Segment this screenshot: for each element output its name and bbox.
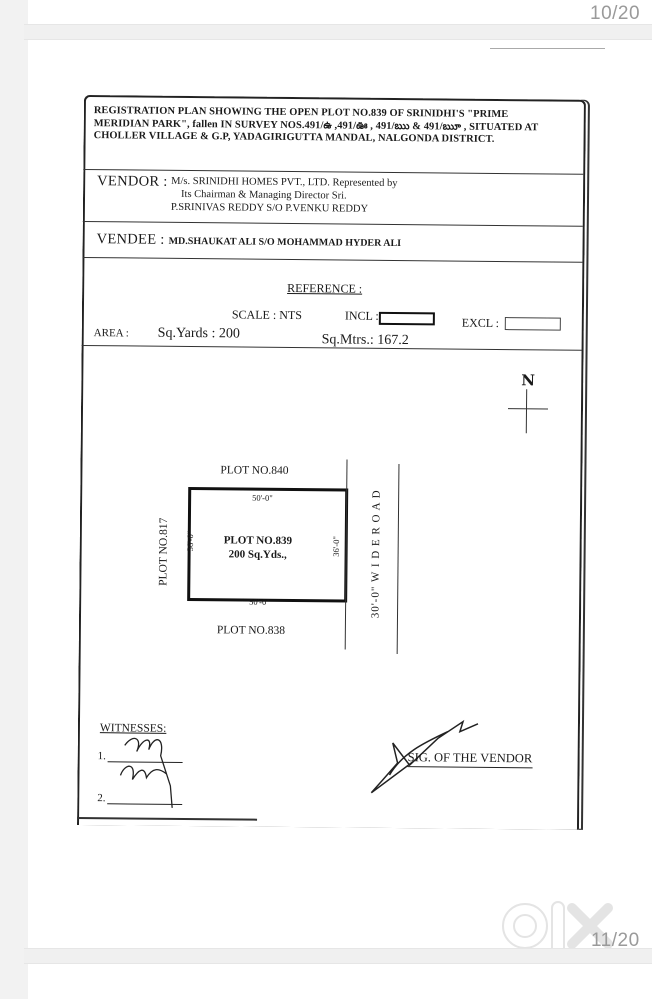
page-separator-bottom (24, 948, 652, 964)
excl-box (505, 317, 561, 331)
plot-number: PLOT NO.839 (223, 534, 293, 548)
page-indicator-top: 10/20 (590, 3, 641, 24)
incl-box (379, 312, 435, 326)
dim-right: 36'-0" (330, 536, 342, 557)
page-indicator-bottom: 11/20 (591, 930, 640, 951)
vendor-section (97, 173, 398, 215)
vendor-line-2: Its Chairman & Managing Director Sri. (180, 188, 347, 202)
incl-label: INCL : (344, 308, 379, 323)
registration-plan-document (77, 95, 584, 828)
witness-2-label: 2. (97, 792, 106, 805)
witness-1-label: 1. (97, 750, 106, 763)
road-label: 30'-0" W I D E R O A D (369, 489, 383, 619)
vendor-signature-label: SIG. OF THE VENDOR (408, 750, 533, 768)
excl-label: EXCL : (461, 315, 500, 330)
witnesses-label: WITNESSES: (99, 722, 167, 735)
viewer-left-gutter (0, 0, 28, 999)
vendor-line-3: P.SRINIVAS REDDY S/O P.VENKU REDDY (170, 201, 369, 215)
neighbor-west: PLOT NO.817 (157, 517, 171, 586)
vendee-section (97, 230, 402, 251)
neighbor-south: PLOT NO.838 (216, 624, 286, 637)
plot-area: 200 Sq.Yds., (228, 548, 287, 561)
plot-label (224, 533, 293, 562)
area-sq-yards: Sq.Yards : 200 (157, 325, 241, 342)
neighbor-north: PLOT NO.840 (220, 464, 289, 477)
vendee-label: VENDEE : (96, 231, 165, 248)
vendee-name: MD.SHAUKAT ALI S/O MOHAMMAD HYDER ALI (168, 235, 402, 250)
page-separator-top (24, 24, 652, 40)
vendor-details (171, 176, 491, 217)
dim-bottom: 50'-0" (249, 596, 270, 607)
dim-top: 50'-0" (252, 492, 273, 503)
north-arrow-label: N (521, 371, 536, 390)
area-label: AREA : (93, 327, 129, 340)
scan-mark (490, 48, 605, 49)
vendor-line-1: M/s. SRINIDHI HOMES PVT., LTD. Represented by (171, 175, 398, 190)
dim-left: 36'-0" (184, 530, 196, 552)
area-sq-mtrs: Sq.Mtrs.: 167.2 (321, 332, 409, 349)
reference-heading: REFERENCE : (287, 280, 363, 296)
scale-label: SCALE : NTS (231, 307, 302, 323)
document-title: REGISTRATION PLAN SHOWING THE OPEN PLOT NO.839 OF SRINIDHI'S "PRIME MERIDIAN PARK", fallen IN SURVEY NOS.491/ఉ ,491/ఊ , 491/ఋ & 491/ౠ , SITUATED AT CHOLLER VILLAGE & G.P, YADAGIRIGUTTA MANDAL, NALGONDA DISTRICT. (93, 105, 539, 145)
witness-signatures-icon (112, 725, 193, 811)
vendor-label: VENDOR : (97, 173, 168, 190)
